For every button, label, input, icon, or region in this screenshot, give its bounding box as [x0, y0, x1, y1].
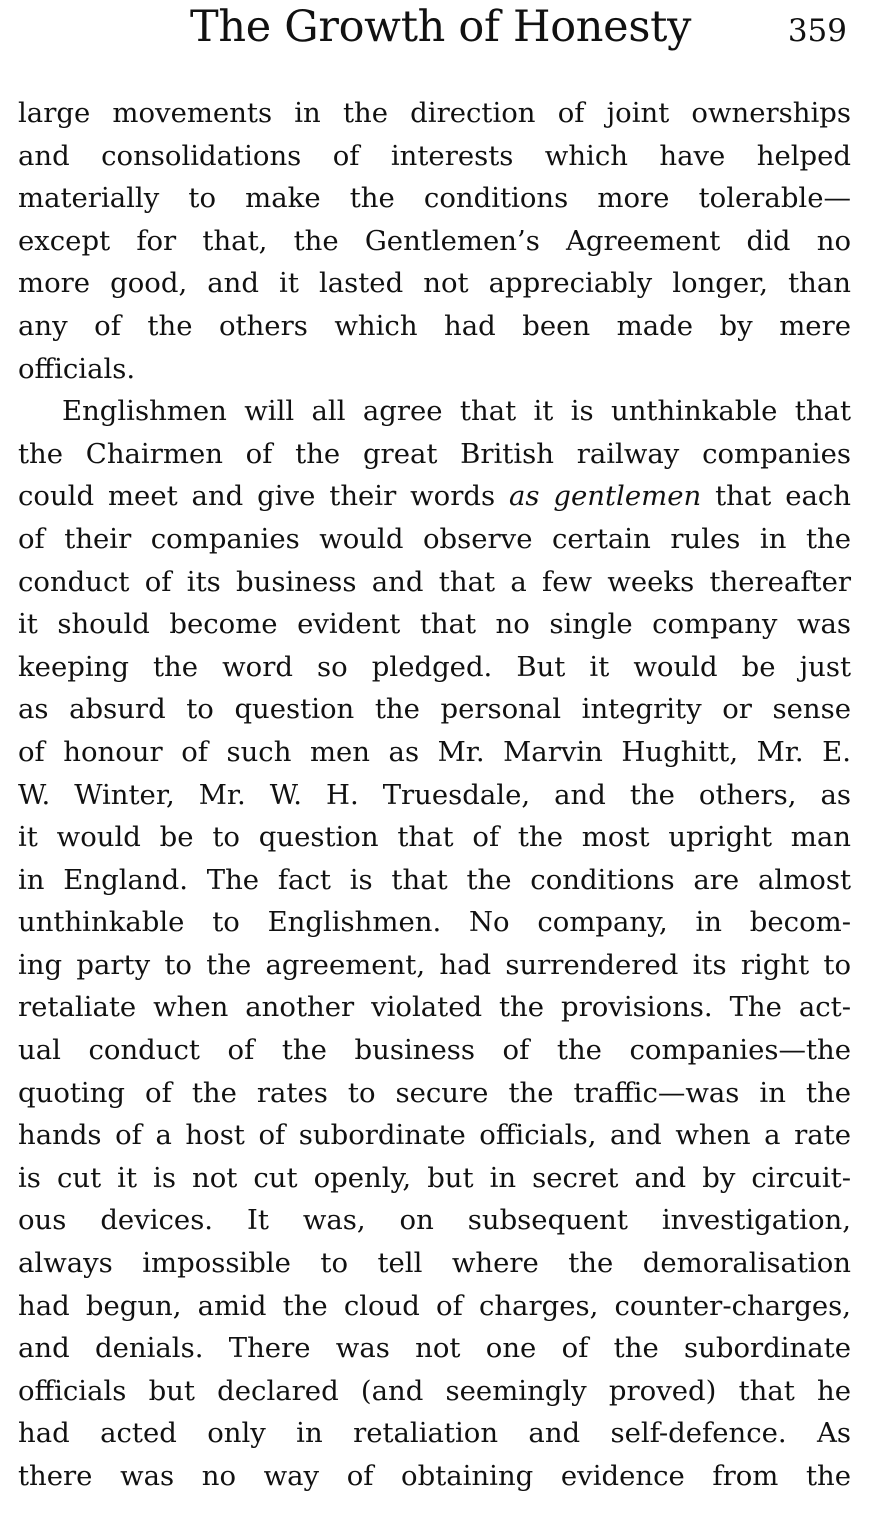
text-line: and consolidations of interests which have helped — [18, 139, 851, 172]
text-line: in England. The fact is that the conditions are almost — [18, 863, 851, 896]
text-line: the Chairmen of the great British railway companies — [18, 437, 851, 470]
text-line: except for that, the Gentlemen’s Agreement did no — [18, 224, 851, 257]
text-line-with-emphasis — [18, 475, 851, 518]
text-line: conduct of its business and that a few weeks thereafter — [18, 565, 851, 598]
text-line: keeping the word so pledged. But it would be just — [18, 650, 851, 683]
page-number: 359 — [787, 13, 847, 49]
text-line: officials. — [18, 352, 136, 385]
text-line: hands of a host of subordinate officials, and when a rate — [18, 1119, 851, 1152]
text-line: Englishmen will all agree that it is unthinkable that — [62, 395, 851, 428]
text-line: always impossible to tell where the demoralisation — [18, 1247, 851, 1280]
text-line: of their companies would observe certain rules in the — [18, 522, 851, 555]
text-line: materially to make the conditions more tolerable— — [18, 182, 851, 215]
body-text — [18, 92, 851, 1498]
text-line: ual conduct of the business of the companies—the — [18, 1034, 851, 1067]
text-line: large movements in the direction of joint ownerships — [18, 97, 851, 129]
running-head — [0, 0, 870, 60]
text-line: of honour of such men as Mr. Marvin Hughitt, Mr. E. — [18, 735, 851, 768]
running-title: The Growth of Honesty — [190, 2, 692, 52]
text-segment: that each — [701, 480, 851, 513]
text-line: any of the others which had been made by mere — [18, 309, 851, 342]
text-line: quoting of the rates to secure the traffic—was in the — [18, 1076, 851, 1109]
text-line: as absurd to question the personal integrity or sense — [18, 693, 851, 726]
text-line: it would be to question that of the most upright man — [18, 821, 851, 854]
paragraph-1 — [18, 92, 851, 390]
text-segment: could meet and give their words — [18, 480, 509, 513]
text-line: had begun, amid the cloud of charges, counter-charges, — [18, 1289, 851, 1322]
text-line: there was no way of obtaining evidence from the — [18, 1460, 851, 1492]
text-line: ous devices. It was, on subsequent investigation, — [18, 1204, 851, 1237]
text-line: more good, and it lasted not appreciably longer, than — [18, 267, 851, 300]
text-line: ing party to the agreement, had surrendered its right to — [18, 948, 851, 981]
text-line: and denials. There was not one of the subordinate — [18, 1332, 851, 1365]
emphasis-text: as gentlemen — [509, 480, 702, 513]
text-line: W. Winter, Mr. W. H. Truesdale, and the others, as — [18, 778, 851, 811]
text-line: retaliate when another violated the provisions. The act- — [18, 991, 851, 1024]
text-line: had acted only in retaliation and self-defence. As — [18, 1417, 851, 1450]
text-line: officials but declared (and seemingly proved) that he — [18, 1374, 851, 1407]
text-line: it should become evident that no single company was — [18, 608, 851, 641]
text-line: unthinkable to Englishmen. No company, in becom- — [18, 906, 851, 939]
text-line: is cut it is not cut openly, but in secret and by circuit- — [18, 1161, 851, 1194]
paragraph-2 — [18, 390, 851, 1497]
